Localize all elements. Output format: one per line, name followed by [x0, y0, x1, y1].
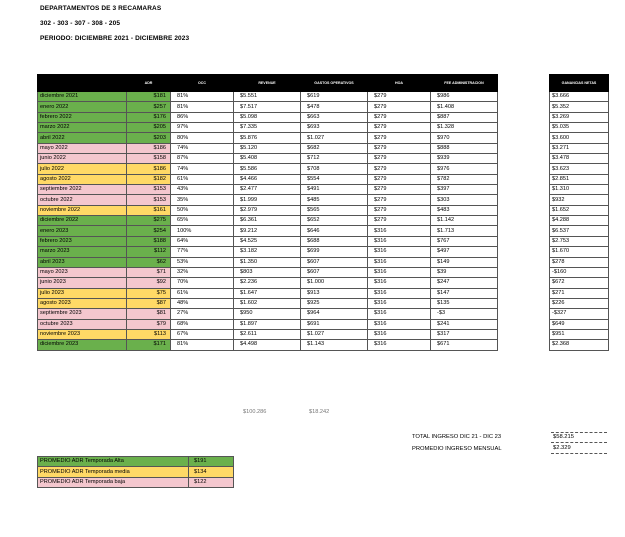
table-row	[550, 154, 609, 164]
fee-cell: $39	[431, 267, 498, 277]
fee-cell: $483	[431, 205, 498, 215]
table-row	[550, 123, 609, 133]
gastos-cell: $925	[301, 298, 368, 308]
monthly-income-label: PROMEDIO INGRESO MENSUAL	[412, 446, 502, 452]
col-net: GANANCIAS NETAS	[550, 75, 609, 92]
table-row	[550, 257, 609, 267]
month-cell: septiembre 2023	[38, 309, 127, 319]
hoa-cell: $316	[368, 247, 431, 257]
month-cell: febrero 2022	[38, 112, 127, 122]
adr-cell: $62	[127, 257, 171, 267]
occ-cell: 86%	[171, 112, 234, 122]
col-occ: OCC	[171, 75, 234, 92]
table-row	[550, 298, 609, 308]
occ-cell: 65%	[171, 216, 234, 226]
occ-cell: 80%	[171, 133, 234, 143]
revenue-cell: $1.602	[234, 298, 301, 308]
month-cell: noviembre 2023	[38, 329, 127, 339]
table-row	[38, 185, 498, 195]
hoa-cell: $279	[368, 216, 431, 226]
occ-cell: 35%	[171, 195, 234, 205]
adr-cell: $203	[127, 133, 171, 143]
table-row	[550, 133, 609, 143]
revenue-table	[37, 74, 498, 351]
table-row	[550, 185, 609, 195]
table-row	[38, 298, 498, 308]
fee-cell: $939	[431, 154, 498, 164]
month-cell: junio 2022	[38, 154, 127, 164]
table-row	[38, 216, 498, 226]
occ-cell: 100%	[171, 226, 234, 236]
fee-cell: $887	[431, 112, 498, 122]
table-row	[38, 288, 498, 298]
legend-value: $191	[189, 457, 234, 467]
revenue-cell: $2.236	[234, 278, 301, 288]
net-cell: $649	[550, 319, 609, 329]
fee-cell: $986	[431, 92, 498, 102]
total-income-label: TOTAL INGRESO DIC 21 - DIC 23	[412, 434, 502, 440]
revenue-cell: $2.611	[234, 329, 301, 339]
table-row	[38, 174, 498, 184]
adr-cell: $79	[127, 319, 171, 329]
hoa-cell: $316	[368, 257, 431, 267]
table-row	[38, 133, 498, 143]
table-row	[550, 143, 609, 153]
month-cell: octubre 2023	[38, 319, 127, 329]
fee-cell: $241	[431, 319, 498, 329]
month-cell: enero 2023	[38, 226, 127, 236]
month-cell: julio 2022	[38, 164, 127, 174]
table-row	[38, 236, 498, 246]
revenue-cell: $1.647	[234, 288, 301, 298]
gastos-cell: $699	[301, 247, 368, 257]
table-row	[550, 309, 609, 319]
fee-cell: $497	[431, 247, 498, 257]
revenue-cell: $1.897	[234, 319, 301, 329]
gastos-cell: $1.000	[301, 278, 368, 288]
adr-cell: $161	[127, 205, 171, 215]
revenue-cell: $803	[234, 267, 301, 277]
table-row	[550, 92, 609, 102]
month-cell: diciembre 2023	[38, 340, 127, 350]
table-row	[550, 164, 609, 174]
gastos-cell: $682	[301, 143, 368, 153]
adr-cell: $87	[127, 298, 171, 308]
adr-cell: $92	[127, 278, 171, 288]
net-cell: $271	[550, 288, 609, 298]
adr-cell: $275	[127, 216, 171, 226]
hoa-cell: $279	[368, 133, 431, 143]
revenue-cell: $6.361	[234, 216, 301, 226]
gastos-cell: $688	[301, 236, 368, 246]
hoa-cell: $279	[368, 205, 431, 215]
col-gastos: GASTOS OPERATIVOS	[301, 75, 368, 92]
month-cell: agosto 2022	[38, 174, 127, 184]
occ-cell: 53%	[171, 257, 234, 267]
occ-cell: 97%	[171, 123, 234, 133]
revenue-cell: $2.477	[234, 185, 301, 195]
fee-cell: $135	[431, 298, 498, 308]
net-profit-table	[549, 74, 609, 351]
fee-cell: $147	[431, 288, 498, 298]
occ-cell: 61%	[171, 174, 234, 184]
period-label: PERIODO: DICIEMBRE 2021 - DICIEMBRE 2023	[40, 35, 190, 42]
net-cell: $4.288	[550, 216, 609, 226]
hoa-cell: $316	[368, 340, 431, 350]
adr-cell: $113	[127, 329, 171, 339]
revenue-cell: $4.498	[234, 340, 301, 350]
gastos-cell: $1.143	[301, 340, 368, 350]
legend-value: $122	[189, 477, 234, 487]
gastos-cell: $607	[301, 257, 368, 267]
hoa-cell: $316	[368, 298, 431, 308]
month-cell: mayo 2023	[38, 267, 127, 277]
col-revenue: REVENUE	[234, 75, 301, 92]
revenue-cell: $5.408	[234, 154, 301, 164]
table-row	[38, 309, 498, 319]
net-cell: $226	[550, 298, 609, 308]
adr-cell: $75	[127, 288, 171, 298]
net-cell: $1.670	[550, 247, 609, 257]
table-row	[38, 226, 498, 236]
net-cell: $5.035	[550, 123, 609, 133]
hoa-cell: $316	[368, 319, 431, 329]
gastos-cell: $1.027	[301, 133, 368, 143]
table-row	[38, 102, 498, 112]
occ-cell: 87%	[171, 154, 234, 164]
hoa-cell: $316	[368, 226, 431, 236]
month-cell: julio 2023	[38, 288, 127, 298]
month-cell: septiembre 2022	[38, 185, 127, 195]
hoa-cell: $316	[368, 278, 431, 288]
occ-cell: 74%	[171, 143, 234, 153]
revenue-cell: $950	[234, 309, 301, 319]
table-row	[38, 267, 498, 277]
revenue-cell: $5.098	[234, 112, 301, 122]
month-cell: marzo 2022	[38, 123, 127, 133]
col-hoa: HOA	[368, 75, 431, 92]
gastos-cell: $691	[301, 319, 368, 329]
month-cell: abril 2023	[38, 257, 127, 267]
col-fee: FEE ADMINISTRACION	[431, 75, 498, 92]
gastos-cell: $485	[301, 195, 368, 205]
table-row	[38, 319, 498, 329]
net-cell: $1.652	[550, 205, 609, 215]
adr-cell: $158	[127, 154, 171, 164]
gastos-cell: $491	[301, 185, 368, 195]
col-month	[38, 75, 127, 92]
table-row	[550, 329, 609, 339]
net-cell: -$160	[550, 267, 609, 277]
gastos-cell: $619	[301, 92, 368, 102]
net-cell: $2.368	[550, 340, 609, 350]
table-row	[550, 226, 609, 236]
table-row	[38, 257, 498, 267]
gastos-cell: $646	[301, 226, 368, 236]
table-row	[550, 174, 609, 184]
month-cell: enero 2022	[38, 102, 127, 112]
month-cell: febrero 2023	[38, 236, 127, 246]
net-cell: $932	[550, 195, 609, 205]
fee-cell: $671	[431, 340, 498, 350]
revenue-cell: $5.586	[234, 164, 301, 174]
occ-cell: 27%	[171, 309, 234, 319]
revenue-cell: $3.182	[234, 247, 301, 257]
revenue-cell: $1.999	[234, 195, 301, 205]
occ-cell: 61%	[171, 288, 234, 298]
occ-cell: 64%	[171, 236, 234, 246]
net-cell: -$327	[550, 309, 609, 319]
net-cell: $672	[550, 278, 609, 288]
occ-cell: 50%	[171, 205, 234, 215]
month-cell: octubre 2022	[38, 195, 127, 205]
legend-row	[38, 467, 234, 477]
net-cell: $2.851	[550, 174, 609, 184]
fee-cell: -$3	[431, 309, 498, 319]
month-cell: diciembre 2021	[38, 92, 127, 102]
fee-cell: $247	[431, 278, 498, 288]
occ-cell: 67%	[171, 329, 234, 339]
hoa-cell: $279	[368, 154, 431, 164]
table-row	[38, 340, 498, 350]
hoa-cell: $279	[368, 102, 431, 112]
hoa-cell: $279	[368, 195, 431, 205]
revenue-cell: $5.551	[234, 92, 301, 102]
net-cell: $3.478	[550, 154, 609, 164]
net-cell: $1.310	[550, 185, 609, 195]
hoa-cell: $316	[368, 329, 431, 339]
table-row	[550, 112, 609, 122]
revenue-cell: $5.876	[234, 133, 301, 143]
occ-cell: 68%	[171, 319, 234, 329]
table-row	[38, 247, 498, 257]
season-legend	[37, 456, 234, 488]
hoa-cell: $279	[368, 164, 431, 174]
net-cell: $278	[550, 257, 609, 267]
adr-cell: $153	[127, 195, 171, 205]
adr-cell: $181	[127, 92, 171, 102]
hoa-cell: $316	[368, 309, 431, 319]
fee-cell: $888	[431, 143, 498, 153]
adr-cell: $205	[127, 123, 171, 133]
gastos-total: $18.242	[309, 409, 330, 415]
adr-cell: $188	[127, 236, 171, 246]
revenue-cell: $1.350	[234, 257, 301, 267]
col-adr: ADR	[127, 75, 171, 92]
gastos-cell: $708	[301, 164, 368, 174]
table-row	[38, 164, 498, 174]
fee-cell: $1.713	[431, 226, 498, 236]
revenue-cell: $5.120	[234, 143, 301, 153]
legend-row	[38, 477, 234, 487]
gastos-cell: $554	[301, 174, 368, 184]
occ-cell: 48%	[171, 298, 234, 308]
adr-cell: $254	[127, 226, 171, 236]
table-row	[550, 205, 609, 215]
fee-cell: $149	[431, 257, 498, 267]
occ-cell: 70%	[171, 278, 234, 288]
hoa-cell: $316	[368, 267, 431, 277]
adr-cell: $186	[127, 164, 171, 174]
net-cell: $2.753	[550, 236, 609, 246]
legend-row	[38, 457, 234, 467]
net-cell: $3.269	[550, 112, 609, 122]
table-row	[550, 267, 609, 277]
adr-cell: $176	[127, 112, 171, 122]
gastos-cell: $663	[301, 112, 368, 122]
hoa-cell: $279	[368, 92, 431, 102]
occ-cell: 81%	[171, 102, 234, 112]
table-row	[550, 102, 609, 112]
occ-cell: 74%	[171, 164, 234, 174]
adr-cell: $257	[127, 102, 171, 112]
fee-cell: $782	[431, 174, 498, 184]
month-cell: marzo 2023	[38, 247, 127, 257]
occ-cell: 43%	[171, 185, 234, 195]
adr-cell: $81	[127, 309, 171, 319]
table-row	[38, 195, 498, 205]
net-cell: $3.623	[550, 164, 609, 174]
fee-cell: $1.328	[431, 123, 498, 133]
net-cell: $6.537	[550, 226, 609, 236]
net-cell: $3.666	[550, 92, 609, 102]
adr-cell: $182	[127, 174, 171, 184]
month-cell: abril 2022	[38, 133, 127, 143]
hoa-cell: $279	[368, 112, 431, 122]
occ-cell: 77%	[171, 247, 234, 257]
revenue-cell: $2.979	[234, 205, 301, 215]
legend-value: $134	[189, 467, 234, 477]
gastos-cell: $693	[301, 123, 368, 133]
table-row	[38, 143, 498, 153]
table-row	[550, 247, 609, 257]
fee-cell: $976	[431, 164, 498, 174]
table-row	[38, 278, 498, 288]
revenue-cell: $4.466	[234, 174, 301, 184]
table-row	[550, 236, 609, 246]
net-cell: $951	[550, 329, 609, 339]
month-cell: agosto 2023	[38, 298, 127, 308]
revenue-cell: $9.212	[234, 226, 301, 236]
net-cell: $3.271	[550, 143, 609, 153]
hoa-cell: $279	[368, 174, 431, 184]
fee-cell: $1.408	[431, 102, 498, 112]
hoa-cell: $316	[368, 236, 431, 246]
hoa-cell: $279	[368, 143, 431, 153]
occ-cell: 32%	[171, 267, 234, 277]
revenue-total: $100.286	[243, 409, 267, 415]
table-row	[550, 216, 609, 226]
monthly-income-value: $2.329	[551, 444, 607, 454]
revenue-table-header	[38, 75, 498, 92]
hoa-cell: $279	[368, 123, 431, 133]
month-cell: junio 2023	[38, 278, 127, 288]
legend-label: PROMEDIO ADR Temporada baja	[38, 477, 189, 487]
table-row	[550, 319, 609, 329]
net-cell: $3.600	[550, 133, 609, 143]
table-row	[550, 288, 609, 298]
adr-cell: $171	[127, 340, 171, 350]
gastos-cell: $652	[301, 216, 368, 226]
revenue-cell: $7.335	[234, 123, 301, 133]
table-row	[38, 123, 498, 133]
fee-cell: $317	[431, 329, 498, 339]
table-row	[550, 278, 609, 288]
hoa-cell: $279	[368, 185, 431, 195]
revenue-cell: $7.517	[234, 102, 301, 112]
occ-cell: 81%	[171, 340, 234, 350]
gastos-cell: $913	[301, 288, 368, 298]
fee-cell: $303	[431, 195, 498, 205]
table-row	[38, 112, 498, 122]
revenue-cell: $4.525	[234, 236, 301, 246]
adr-cell: $186	[127, 143, 171, 153]
unit-list: 302 - 303 - 307 - 308 - 205	[40, 20, 121, 27]
fee-cell: $767	[431, 236, 498, 246]
gastos-cell: $1.027	[301, 329, 368, 339]
total-income-value: $58.215	[551, 432, 607, 443]
legend-label: PROMEDIO ADR Temporada media	[38, 467, 189, 477]
month-cell: diciembre 2022	[38, 216, 127, 226]
table-row	[38, 92, 498, 102]
gastos-cell: $607	[301, 267, 368, 277]
month-cell: noviembre 2022	[38, 205, 127, 215]
gastos-cell: $712	[301, 154, 368, 164]
gastos-cell: $565	[301, 205, 368, 215]
table-row	[38, 154, 498, 164]
table-row	[550, 340, 609, 350]
gastos-cell: $478	[301, 102, 368, 112]
net-cell: $5.352	[550, 102, 609, 112]
fee-cell: $1.142	[431, 216, 498, 226]
hoa-cell: $316	[368, 288, 431, 298]
table-row	[550, 195, 609, 205]
adr-cell: $153	[127, 185, 171, 195]
fee-cell: $970	[431, 133, 498, 143]
table-row	[38, 329, 498, 339]
adr-cell: $71	[127, 267, 171, 277]
adr-cell: $112	[127, 247, 171, 257]
month-cell: mayo 2022	[38, 143, 127, 153]
table-row	[38, 205, 498, 215]
fee-cell: $397	[431, 185, 498, 195]
occ-cell: 81%	[171, 92, 234, 102]
gastos-cell: $964	[301, 309, 368, 319]
legend-label: PROMEDIO ADR Temporada Alta	[38, 457, 189, 467]
document-title: DEPARTAMENTOS DE 3 RECAMARAS	[40, 5, 162, 12]
